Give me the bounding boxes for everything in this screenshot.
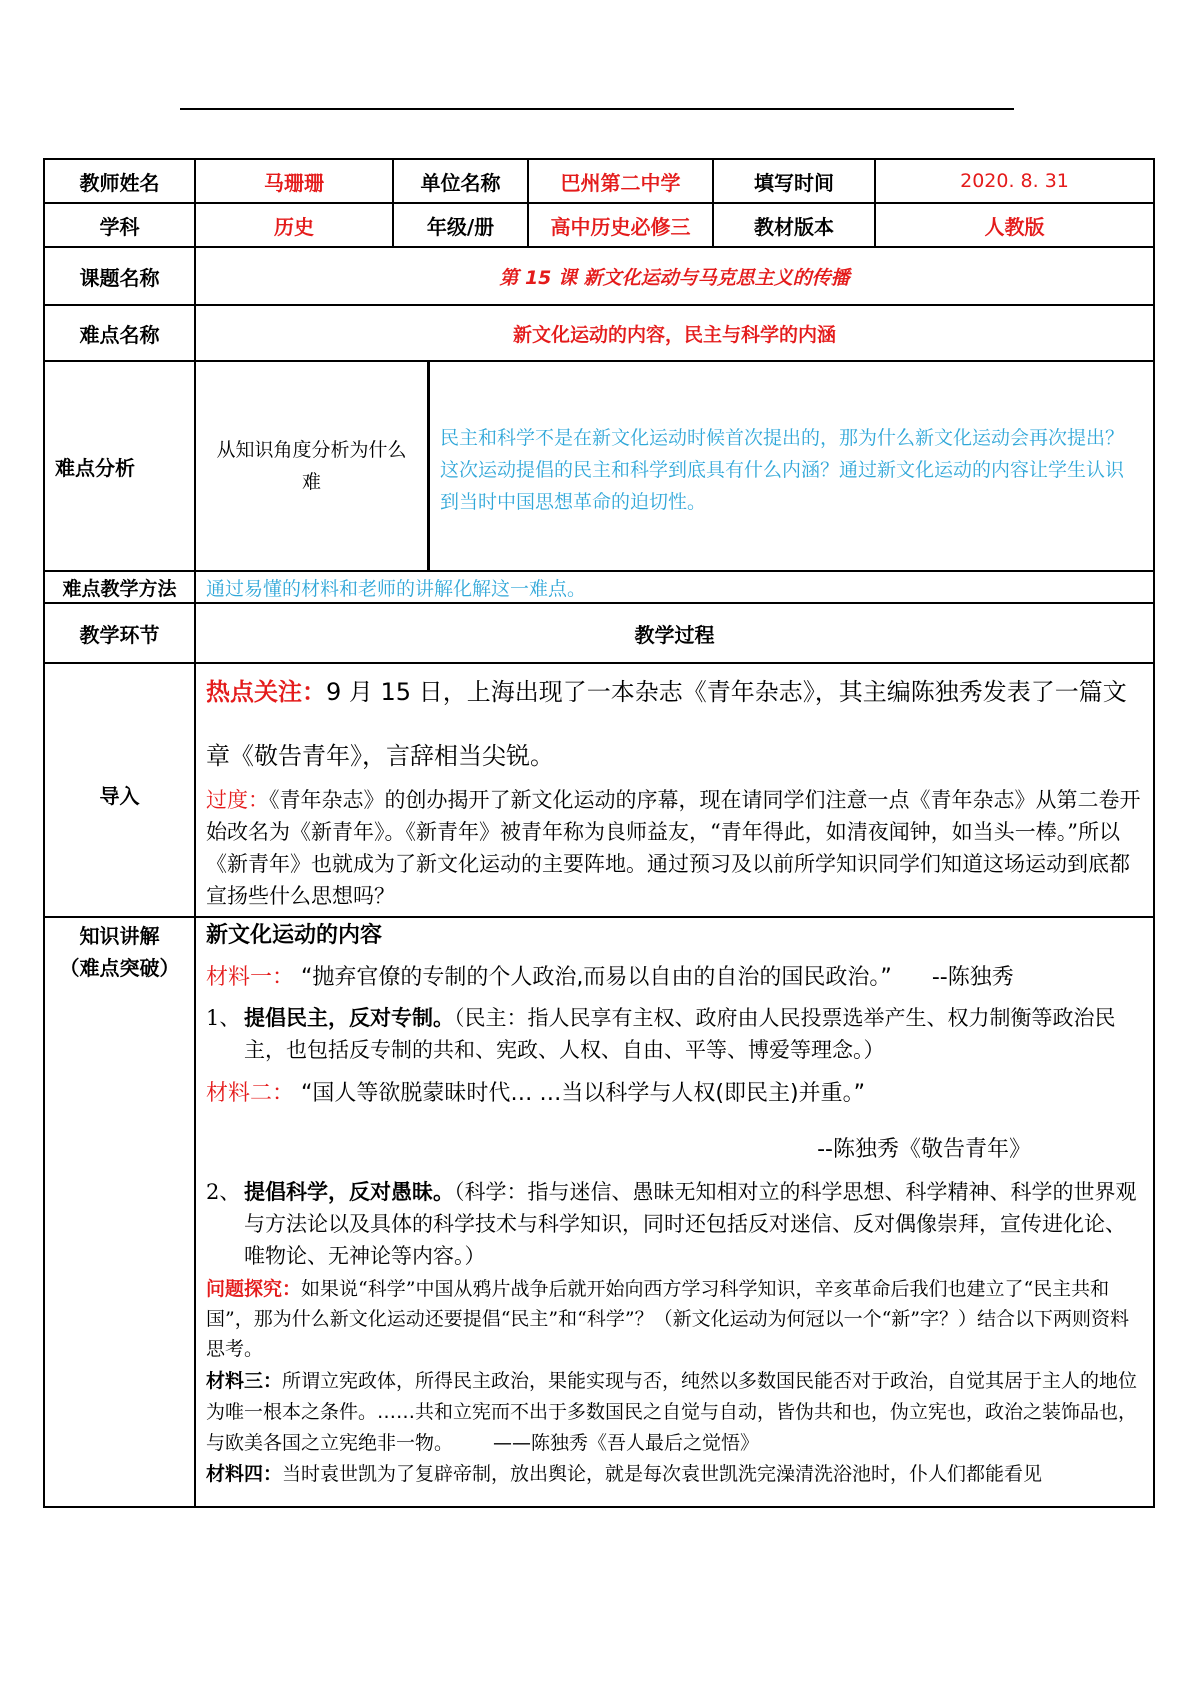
knowledge-heading: 新文化运动的内容 bbox=[206, 923, 383, 948]
point-2 bbox=[206, 1176, 1141, 1272]
info-row-1 bbox=[44, 159, 1154, 203]
topic-row bbox=[44, 247, 1154, 305]
knowledge-label-2: （难点突破） bbox=[59, 956, 180, 980]
edition-label: 教材版本 bbox=[713, 203, 875, 247]
teacher-label: 教师姓名 bbox=[44, 159, 195, 203]
method-label: 难点教学方法 bbox=[44, 571, 195, 603]
question-paragraph bbox=[206, 1274, 1141, 1364]
question-text: 如果说“科学”中国从鸦片战争后就开始向西方学习科学知识，辛亥革命后我们也建立了“民主共和国”，那为什么新文化运动还要提倡“民主”和“科学”？（新文化运动为何冠以一个“新”字？）结合以下两则资料思考。 bbox=[206, 1278, 1129, 1360]
hot-topic-text-1: 9 月 15 日，上海出现了一本杂志《青年杂志》，其主编陈独秀发表了一篇文 bbox=[326, 678, 1127, 706]
difficulty-label: 难点名称 bbox=[44, 305, 195, 361]
point-1-num: 1、 bbox=[206, 1006, 241, 1030]
date-label: 填写时间 bbox=[713, 159, 875, 203]
material-1-text: “抛弃官僚的专制的个人政治,而易以自由的自治的国民政治。” bbox=[301, 965, 892, 990]
subject-label: 学科 bbox=[44, 203, 195, 247]
knowledge-label bbox=[44, 917, 195, 1507]
material-4-label: 材料四： bbox=[206, 1463, 283, 1485]
analysis-sub-label: 从知识角度分析为什么难 bbox=[196, 362, 430, 570]
intro-content bbox=[195, 663, 1154, 917]
point-1-title: 提倡民主，反对专制。 bbox=[244, 1006, 454, 1030]
hot-topic-line bbox=[206, 676, 1141, 708]
transition-paragraph bbox=[206, 784, 1141, 912]
question-label: 问题探究： bbox=[206, 1278, 302, 1300]
method-text: 通过易懂的材料和老师的讲解化解这一难点。 bbox=[195, 571, 1154, 603]
method-row bbox=[44, 571, 1154, 603]
material-2 bbox=[206, 1078, 1141, 1110]
material-3-text: 所谓立宪政体，所得民主政治，果能实现与否，纯然以多数国民能否对于政治，自觉其居于主人的地位为唯一根本之条件。……共和立宪而不出于多数国民之自觉与自动，皆伪共和也，伪立宪也，政治之装饰品也，与欧美各国之立宪绝非一物。 bbox=[206, 1370, 1138, 1454]
analysis-label: 难点分析 bbox=[44, 361, 195, 571]
edition-value: 人教版 bbox=[875, 203, 1154, 247]
process-label: 教学环节 bbox=[44, 603, 195, 663]
knowledge-label-1: 知识讲解 bbox=[79, 924, 160, 948]
header-rule bbox=[180, 108, 1014, 110]
teacher-value: 马珊珊 bbox=[195, 159, 393, 203]
difficulty-row bbox=[44, 305, 1154, 361]
material-4-text: 当时袁世凯为了复辟帝制，放出舆论，就是每次袁世凯洗完澡清洗浴池时，仆人们都能看见 bbox=[282, 1463, 1043, 1485]
point-2-title: 提倡科学，反对愚昧。 bbox=[244, 1180, 454, 1204]
material-1 bbox=[206, 962, 1141, 994]
material-1-source: --陈独秀 bbox=[931, 965, 1014, 990]
info-row-2 bbox=[44, 203, 1154, 247]
intro-label: 导入 bbox=[44, 663, 195, 917]
intro-row bbox=[44, 663, 1154, 917]
process-value: 教学过程 bbox=[195, 603, 1154, 663]
material-2-source: --陈独秀《敬告青年》 bbox=[817, 1137, 1031, 1162]
point-2-text: （科学：指与迷信、愚昧无知相对立的科学思想、科学精神、科学的世界观与方法论以及具体的科学技术与科学知识，同时还包括反对迷信、反对偶像崇拜，宣传进化论、唯物论、无神论等内容。） bbox=[244, 1180, 1137, 1268]
material-3-label: 材料三： bbox=[206, 1370, 283, 1392]
grade-label: 年级/册 bbox=[393, 203, 528, 247]
lesson-plan-table bbox=[43, 158, 1155, 1508]
hot-topic-label: 热点关注： bbox=[206, 678, 326, 706]
material-3-source: ——陈独秀《吾人最后之觉悟》 bbox=[493, 1432, 760, 1454]
subject-value: 历史 bbox=[195, 203, 393, 247]
material-4 bbox=[206, 1459, 1141, 1490]
topic-value: 第 15 课 新文化运动与马克思主义的传播 bbox=[195, 247, 1154, 305]
material-2-label: 材料二： bbox=[206, 1081, 295, 1106]
point-1 bbox=[206, 1002, 1141, 1066]
material-2-text: “国人等欲脱蒙昧时代… …当以科学与人权(即民主)并重。” bbox=[301, 1081, 865, 1106]
date-value: 2020. 8. 31 bbox=[875, 159, 1154, 203]
material-1-label: 材料一： bbox=[206, 965, 295, 990]
knowledge-row bbox=[44, 917, 1154, 1507]
transition-label: 过度： bbox=[206, 788, 269, 812]
analysis-text: 民主和科学不是在新文化运动时候首次提出的，那为什么新文化运动会再次提出？这次运动提倡的民主和科学到底具有什么内涵？通过新文化运动的内容让学生认识到当时中国思想革命的迫切性。 bbox=[440, 427, 1125, 513]
unit-label: 单位名称 bbox=[393, 159, 528, 203]
knowledge-content bbox=[195, 917, 1154, 1507]
process-header-row bbox=[44, 603, 1154, 663]
hot-topic-text-2: 章《敬告青年》，言辞相当尖锐。 bbox=[206, 742, 554, 770]
analysis-content bbox=[195, 361, 1154, 571]
transition-text: 《青年杂志》的创办揭开了新文化运动的序幕，现在请同学们注意一点《青年杂志》从第二卷开始改名为《新青年》。《新青年》被青年称为良师益友，“青年得此，如清夜闻钟，如当头一棒。”所以《新青年》也就成为了新文化运动的主要阵地。通过预习及以前所学知识同学们知道这场运动到底都宣扬些什么思想吗？ bbox=[206, 788, 1141, 908]
material-3 bbox=[206, 1366, 1141, 1459]
grade-value: 高中历史必修三 bbox=[528, 203, 713, 247]
topic-label: 课题名称 bbox=[44, 247, 195, 305]
point-1-text: （民主：指人民享有主权、政府由人民投票选举产生、权力制衡等政治民主，也包括反专制的共和、宪政、人权、自由、平等、博爱等理念。） bbox=[244, 1006, 1116, 1062]
unit-value: 巴州第二中学 bbox=[528, 159, 713, 203]
analysis-row bbox=[44, 361, 1154, 571]
point-2-num: 2、 bbox=[206, 1180, 241, 1204]
difficulty-value: 新文化运动的内容，民主与科学的内涵 bbox=[195, 305, 1154, 361]
